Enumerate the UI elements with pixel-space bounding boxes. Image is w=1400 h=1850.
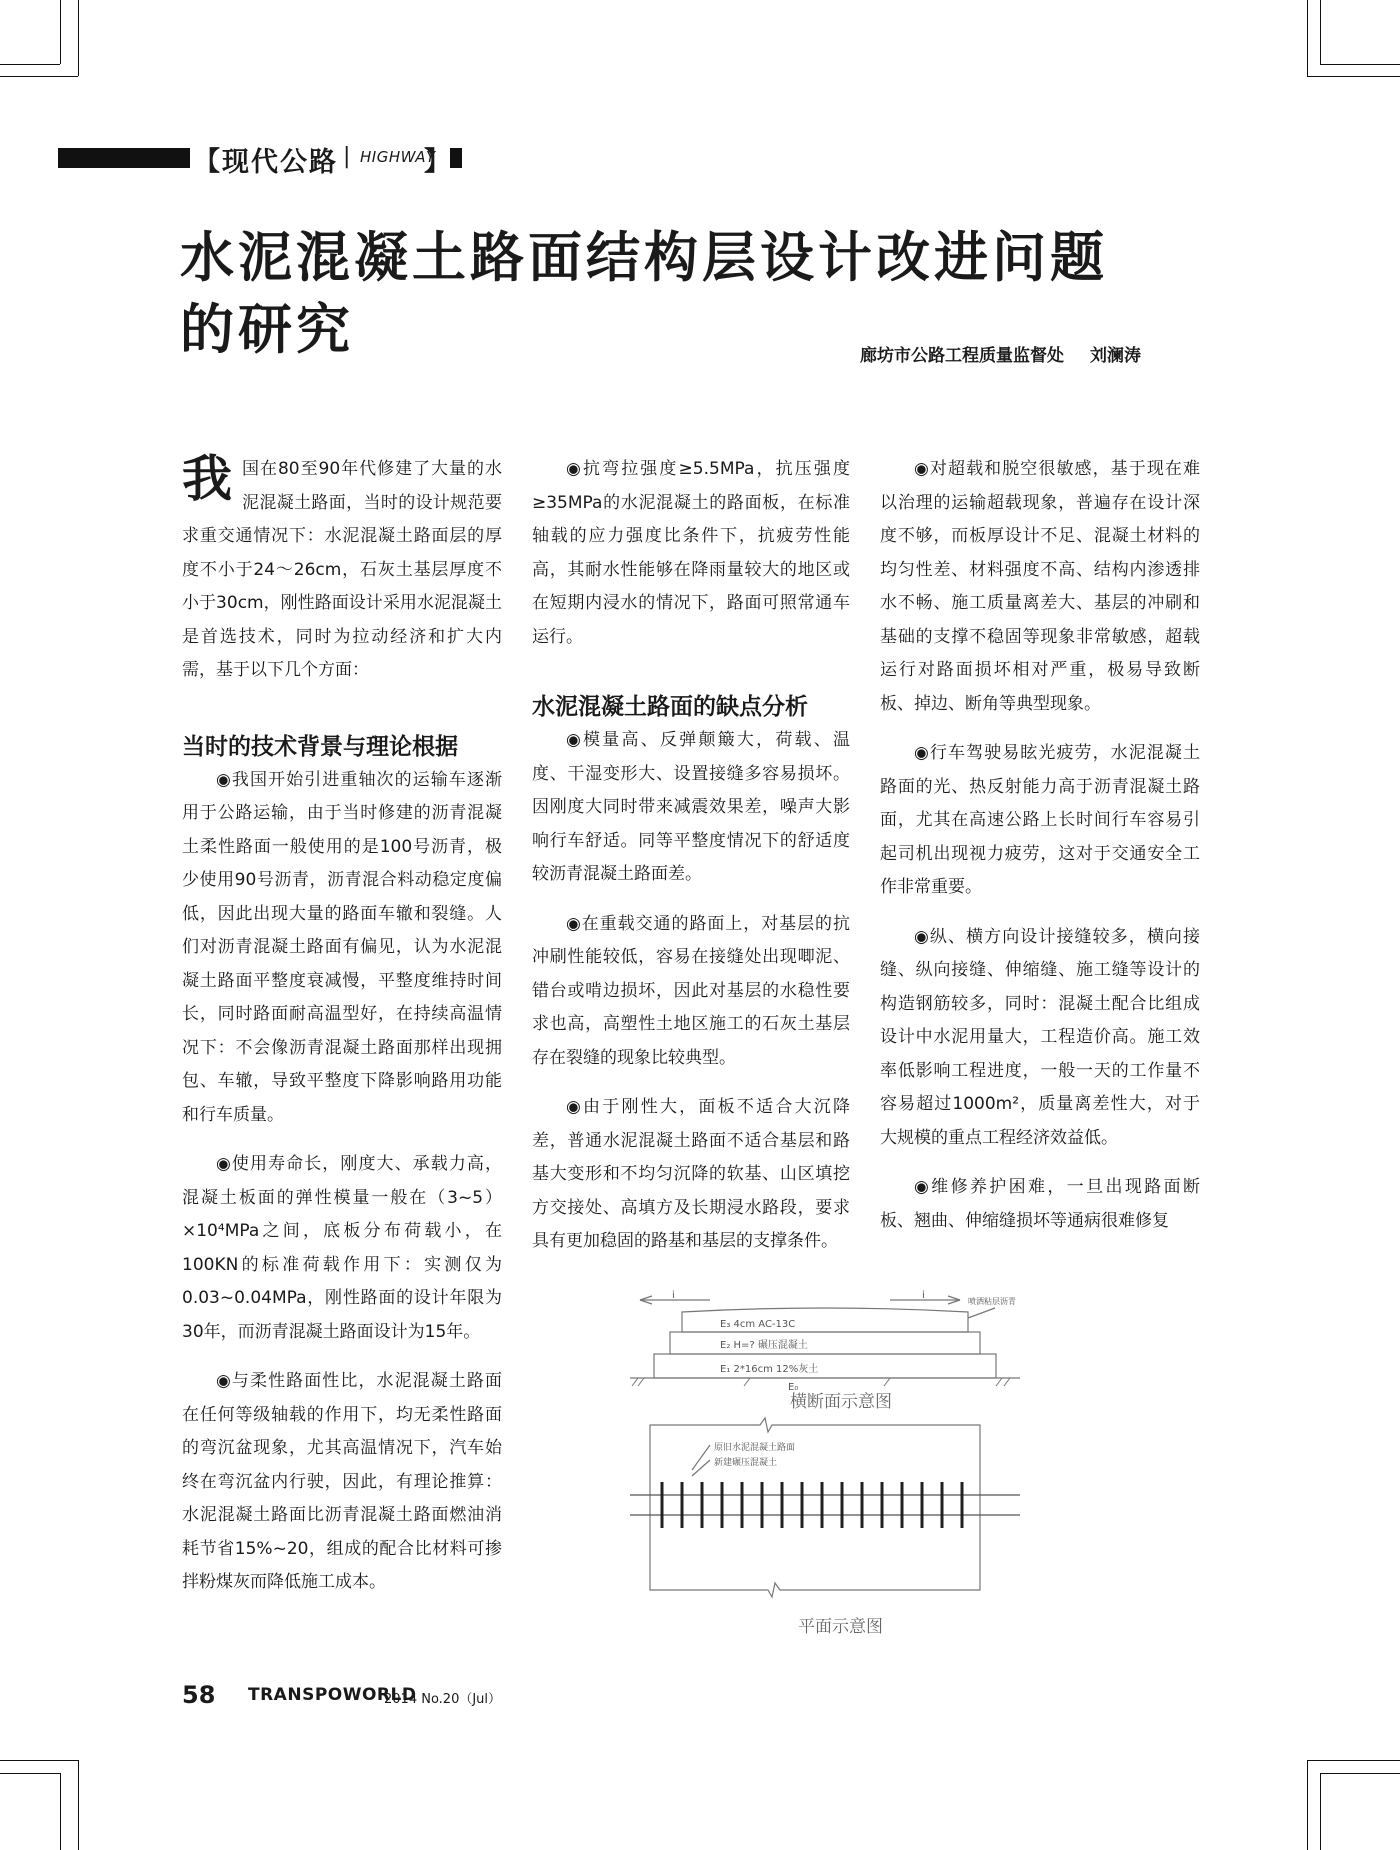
paragraph: ◉由于刚性大，面板不适合大沉降差，普通水泥混凝土路面不适合基层和路基大变形和不均匀沉降的软基、山区填挖方交接处、高填方及长期浸水路段，要求具有更加稳固的路基和基层的支撑条件。 [532, 1097, 850, 1251]
header-bar-left [58, 148, 190, 168]
column-3 [880, 453, 1200, 1238]
paragraph: ◉与柔性路面性比，水泥混凝土路面在任何等级轴载的作用下，均无柔性路面的弯沉盆现象，尤其高温情况下，汽车始终在弯沉盆内行驶，因此，有理论推算：水泥混凝土路面比沥青混凝土路面燃油消耗节省15%~20，组成的配合比材料可掺拌粉煤灰而降低施工成本。 [182, 1371, 502, 1592]
header-separator: | [343, 144, 351, 169]
section-heading-background: 当时的技术背景与理论根据 [182, 733, 458, 760]
header-bracket-right: 】 [424, 147, 451, 177]
layer-label-e1: E₁ 2*16cm 12%灰土 [720, 1364, 819, 1375]
byline [860, 341, 1141, 366]
slope-label-left: i [672, 1290, 675, 1301]
paragraph: ◉在重载交通的路面上，对基层的抗冲刷性能较低，容易在接缝处出现唧泥、错台或啃边损坏，因此对基层的水稳性要求也高，高塑性土地区施工的石灰土基层存在裂缝的现象比较典型。 [532, 913, 850, 1068]
paragraph: ◉维修养护困难，一旦出现路面断板、翘曲、伸缩缝损坏等通病很难修复 [880, 1177, 1200, 1231]
paragraph: ◉使用寿命长，刚度大、承载力高，混凝土板面的弹性模量一般在（3~5）×10⁴MPa之间，底板分布荷载小，在100KN的标准荷载作用下：实测仅为0.03~0.04MPa，刚性路面的设计年限为30年，而沥青混凝土路面设计为15年。 [182, 1154, 502, 1342]
joint-bars [662, 1482, 962, 1528]
column-2 [532, 453, 850, 1259]
paragraph: ◉我国开始引进重轴次的运输车逐渐用于公路运输，由于当时修建的沥青混凝土柔性路面一般使用的是100号沥青，极少使用90号沥青，沥青混合料动稳定度偏低，因此出现大量的路面车辙和裂缝。人们对沥青混凝土路面有偏见，认为水泥混凝土路面平整度衰减慢，平整度维持时间长，同时路面耐高温型好，在持续高温情况下：不会像沥青混凝土路面那样出现拥包、车辙，导致平整度下降影响路用功能和行车质量。 [182, 769, 502, 1125]
intro-text: 国在80至90年代修建了大量的水泥混凝土路面，当时的设计规范要求重交通情况下：水泥混凝土路面层的厚度不小于24～26cm，石灰土基层厚度不小于30cm，刚性路面设计采用水泥混凝土是首选技术，同时为拉动经济和扩大内需，基于以下几个方面： [182, 459, 502, 680]
pavement-figure [630, 1290, 1020, 1650]
title-line-2: 的研究 [180, 298, 354, 361]
section-heading-defects: 水泥混凝土路面的缺点分析 [532, 694, 808, 720]
header-section-english: HIGHWAY [360, 148, 436, 166]
intro-paragraph [182, 449, 502, 688]
header-bar-right [450, 148, 462, 168]
header-section-title: 现代公路 [222, 147, 338, 178]
plan-outline [650, 1418, 980, 1597]
layer-label-e2: E₂ H=? 碾压混凝土 [720, 1340, 808, 1351]
title-line-1: 水泥混凝土路面结构层设计改进问题 [180, 226, 1108, 289]
author-name: 刘澜涛 [1090, 346, 1141, 366]
header-bracket-left: 【 [194, 147, 221, 177]
issue-info: 2014 No.20（Jul） [384, 1692, 502, 1707]
note-new-concrete: 新建碾压混凝土 [714, 1458, 778, 1468]
paragraph: ◉对超载和脱空很敏感，基于现在难以治理的运输超载现象，普遍存在设计深度不够，而板厚设计不足、混凝土材料的均匀性差、材料强度不高、结构内渗透排水不畅、施工质量离差大、基层的冲刷和基础的支撑不稳固等现象非常敏感，超载运行对路面损坏相对严重，极易导致断板、掉边、断角等典型现象。 [880, 459, 1200, 714]
note-tack-coat: 喷洒粘层沥青 [968, 1297, 1016, 1306]
column-1 [182, 449, 502, 1600]
page-number: 58 [182, 1681, 216, 1709]
paragraph: ◉模量高、反弹颠簸大，荷载、温度、干湿变形大、设置接缝多容易损坏。因刚度大同时带来减震效果差，噪声大影响行车舒适。同等平整度情况下的舒适度较沥青混凝土路面差。 [532, 730, 850, 884]
note-old-pavement: 原旧水泥混凝土路面 [714, 1443, 796, 1453]
drop-cap: 我 [182, 449, 232, 508]
caption-cross-section: 横断面示意图 [790, 1392, 892, 1412]
paragraph: ◉纵、横方向设计接缝较多，横向接缝、纵向接缝、伸缩缝、施工缝等设计的构造钢筋较多，同时：混凝土配合比组成设计中水泥用量大，工程造价高。施工效率低影响工程进度，一般一天的工作量不容易超过1000m²，质量离差性大，对于大规模的重点工程经济效益低。 [880, 926, 1200, 1148]
layer-label-e0: E₀ [788, 1382, 799, 1393]
layer-lime-soil [654, 1354, 996, 1378]
magazine-name: TRANSPOWORLD [248, 1685, 417, 1705]
layer-label-e3: E₃ 4cm AC-13C [720, 1319, 796, 1330]
paragraph: ◉行车驾驶易眩光疲劳，水泥混凝土路面的光、热反射能力高于沥青混凝土路面，尤其在高速公路上长时间行车容易引起司机出现视力疲劳，这对于交通安全工作非常重要。 [880, 743, 1200, 897]
caption-plan-view: 平面示意图 [798, 1617, 883, 1637]
paragraph: ◉抗弯拉强度≥5.5MPa，抗压强度≥35MPa的水泥混凝土的路面板，在标准轴载的应力强度比条件下，抗疲劳性能高，其耐水性能够在降雨量较大的地区或在短期内浸水的情况下，路面可照常通车运行。 [532, 459, 850, 647]
slope-label-right: i [922, 1290, 925, 1301]
layer-roller-concrete [670, 1332, 980, 1354]
affiliation: 廊坊市公路工程质量监督处 [860, 346, 1064, 366]
